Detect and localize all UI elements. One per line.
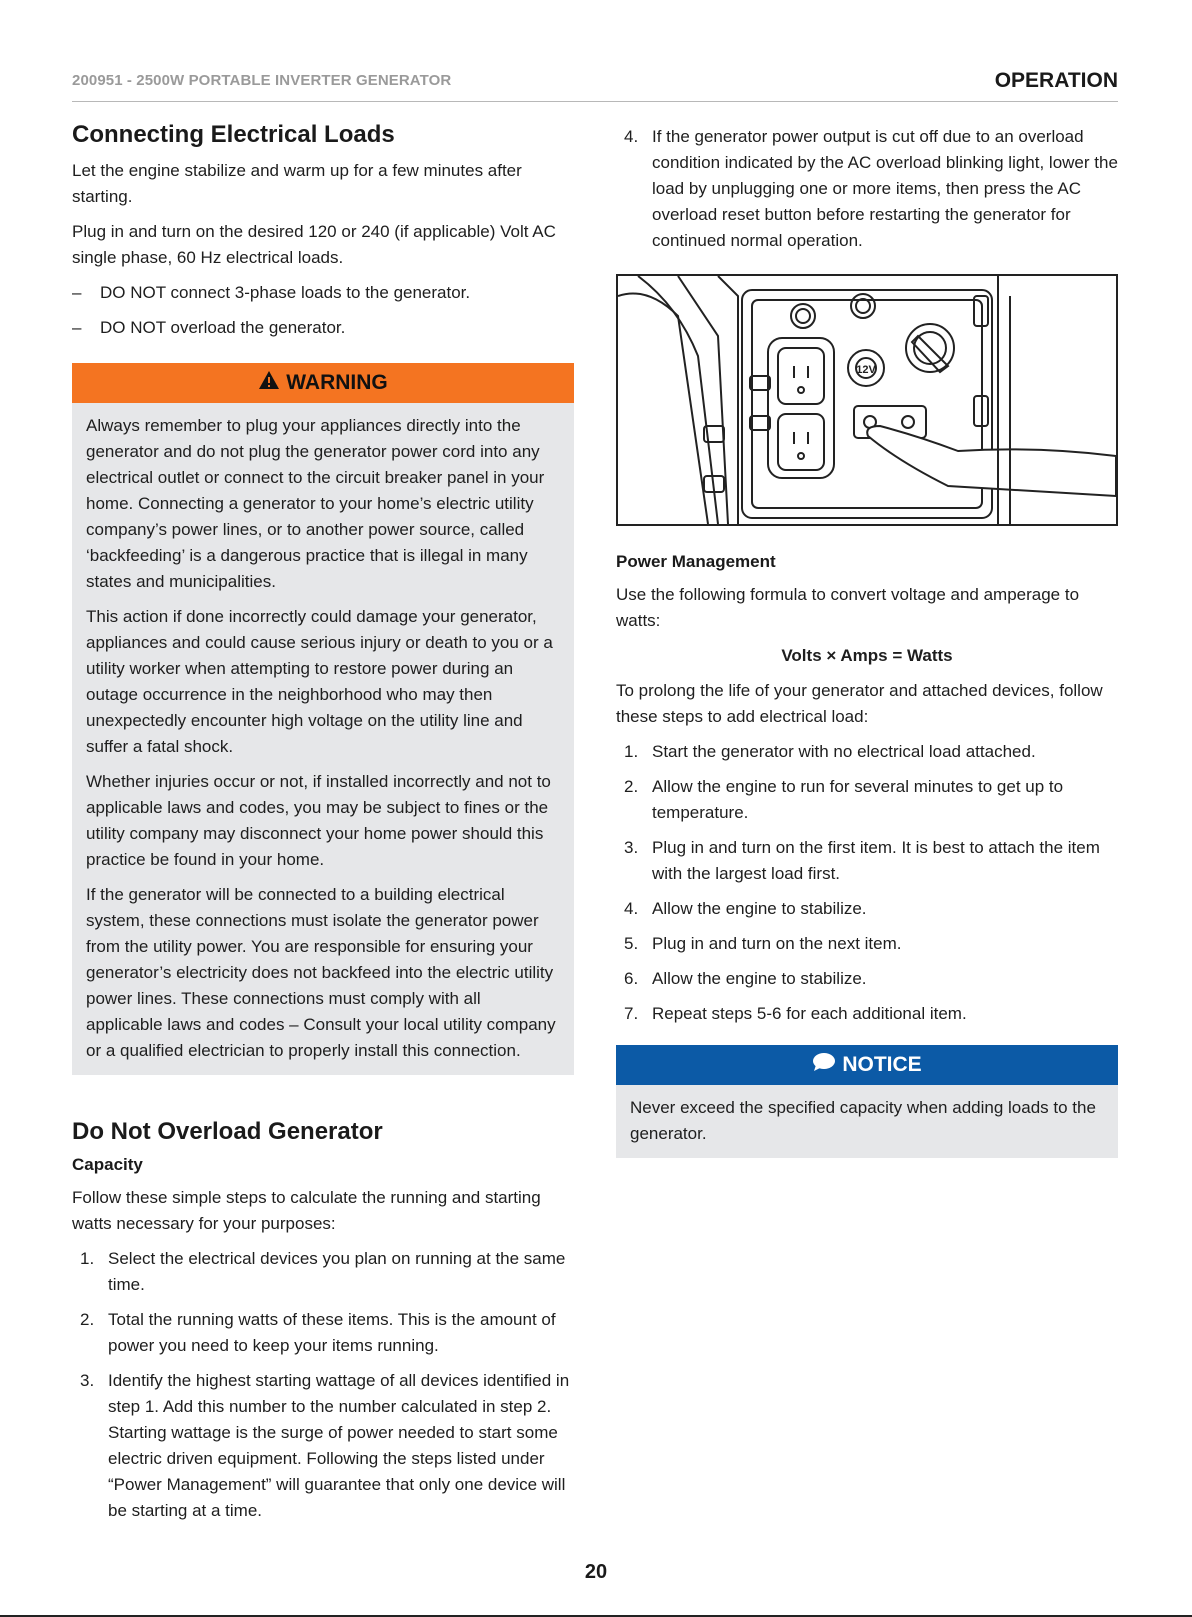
warning-paragraph: Whether injuries occur or not, if installed incorrectly and not to applicable laws and codes, you may be subject to fines or the utility company may disconnect your home power should this practice be found in your home.: [86, 772, 551, 869]
overload-step: [616, 124, 1118, 254]
warning-header: [72, 363, 574, 403]
power-management-steps: [616, 739, 1118, 1027]
notice-body: [616, 1085, 1118, 1158]
list-item: 3. Identify the highest starting wattage of all devices identified in step 1. Add this number to the number calculated in step 2. Starting wattage is the surge of power needed to start some electric driven equipment. Following the steps listed under “Power Management” will guarantee that only one device will be starting at a time.: [80, 1371, 570, 1520]
list-item: 1. Select the electrical devices you plan on running at the same time.: [80, 1249, 566, 1294]
paragraph: Plug in and turn on the desired 120 or 240 (if applicable) Volt AC single phase, 60 Hz electrical loads.: [72, 222, 556, 267]
list-item: 1. Start the generator with no electrical load attached.: [624, 742, 1036, 761]
formula: Volts × Amps = Watts: [781, 646, 953, 665]
list-item: – DO NOT overload the generator.: [72, 315, 574, 341]
list-item: 5. Plug in and turn on the next item.: [624, 934, 902, 953]
warning-triangle-icon: [258, 370, 280, 396]
socket-label: 12V: [856, 364, 876, 376]
list-item: 6. Allow the engine to stabilize.: [624, 969, 867, 988]
list-item: 2. Allow the engine to run for several minutes to get up to temperature.: [624, 777, 1064, 822]
caution-list: [72, 280, 574, 341]
subheading-capacity: Capacity: [72, 1155, 143, 1174]
paragraph: Use the following formula to convert voltage and amperage to watts:: [616, 585, 1080, 630]
warning-paragraph: Always remember to plug your appliances directly into the generator and do not plug the generator power cord into any electrical outlet or connect to the circuit breaker panel in your home. Connecting a generator to your home’s electric utility company’s power lines, or to another power source, called ‘backfeeding’ is a dangerous practice that is illegal in many states and municipalities.: [86, 416, 545, 591]
list-item: 4. Allow the engine to stabilize.: [624, 899, 867, 918]
heading-connecting-loads: Connecting Electrical Loads: [72, 121, 395, 148]
notice-title: NOTICE: [842, 1053, 922, 1076]
list-item: 7. Repeat steps 5-6 for each additional item.: [624, 1004, 967, 1023]
header-divider: [72, 101, 1118, 102]
notice-box: [616, 1045, 1118, 1158]
list-item: 4. If the generator power output is cut off due to an overload condition indicated by the AC overload blinking light, lower the load by unplugging one or more items, then press the AC overload reset button before restarting the generator for continued normal operation.: [624, 127, 1118, 250]
paragraph: Follow these simple steps to calculate the running and starting watts necessary for your purposes:: [72, 1188, 541, 1233]
left-column: [72, 120, 574, 1533]
capacity-steps: [72, 1246, 574, 1524]
warning-box: [72, 363, 574, 1075]
speech-bubble-icon: [812, 1052, 836, 1078]
list-item: 2. Total the running watts of these items. This is the amount of power you need to keep your items running.: [80, 1310, 556, 1355]
list-item: – DO NOT connect 3-phase loads to the generator.: [72, 280, 574, 306]
page-number: 20: [584, 1561, 608, 1583]
notice-header: [616, 1045, 1118, 1085]
section-title: OPERATION: [994, 69, 1118, 92]
heading-do-not-overload: Do Not Overload Generator: [72, 1118, 383, 1145]
right-column: [616, 124, 1118, 1158]
subheading-power-management: Power Management: [616, 552, 776, 571]
document-title: 200951 - 2500W PORTABLE INVERTER GENERATOR: [72, 72, 452, 89]
control-panel-illustration: [616, 274, 1118, 526]
warning-paragraph: If the generator will be connected to a building electrical system, these connections must isolate the generator power from the utility power. You are responsible for ensuring your generator’s electricity does not backfeed into the electric utility power lines. These connections must comply with all applicable laws and codes – Consult your local utility company or a qualified electrician to properly install this connection.: [86, 885, 556, 1060]
list-item: 3. Plug in and turn on the first item. It is best to attach the item with the largest load first.: [624, 838, 1100, 883]
warning-paragraph: This action if done incorrectly could damage your generator, appliances and could cause serious injury or death to you or a utility worker when attempting to restore power during an outage occurrence in the neighborhood who may then unexpectedly encounter high voltage on the utility line and suffer a fatal shock.: [86, 607, 553, 756]
paragraph: To prolong the life of your generator and attached devices, follow these steps to add electrical load:: [616, 681, 1103, 726]
warning-body: [72, 403, 574, 1075]
notice-text: Never exceed the specified capacity when adding loads to the generator.: [630, 1098, 1096, 1143]
warning-title: WARNING: [286, 371, 388, 394]
paragraph: Let the engine stabilize and warm up for a few minutes after starting.: [72, 161, 522, 206]
